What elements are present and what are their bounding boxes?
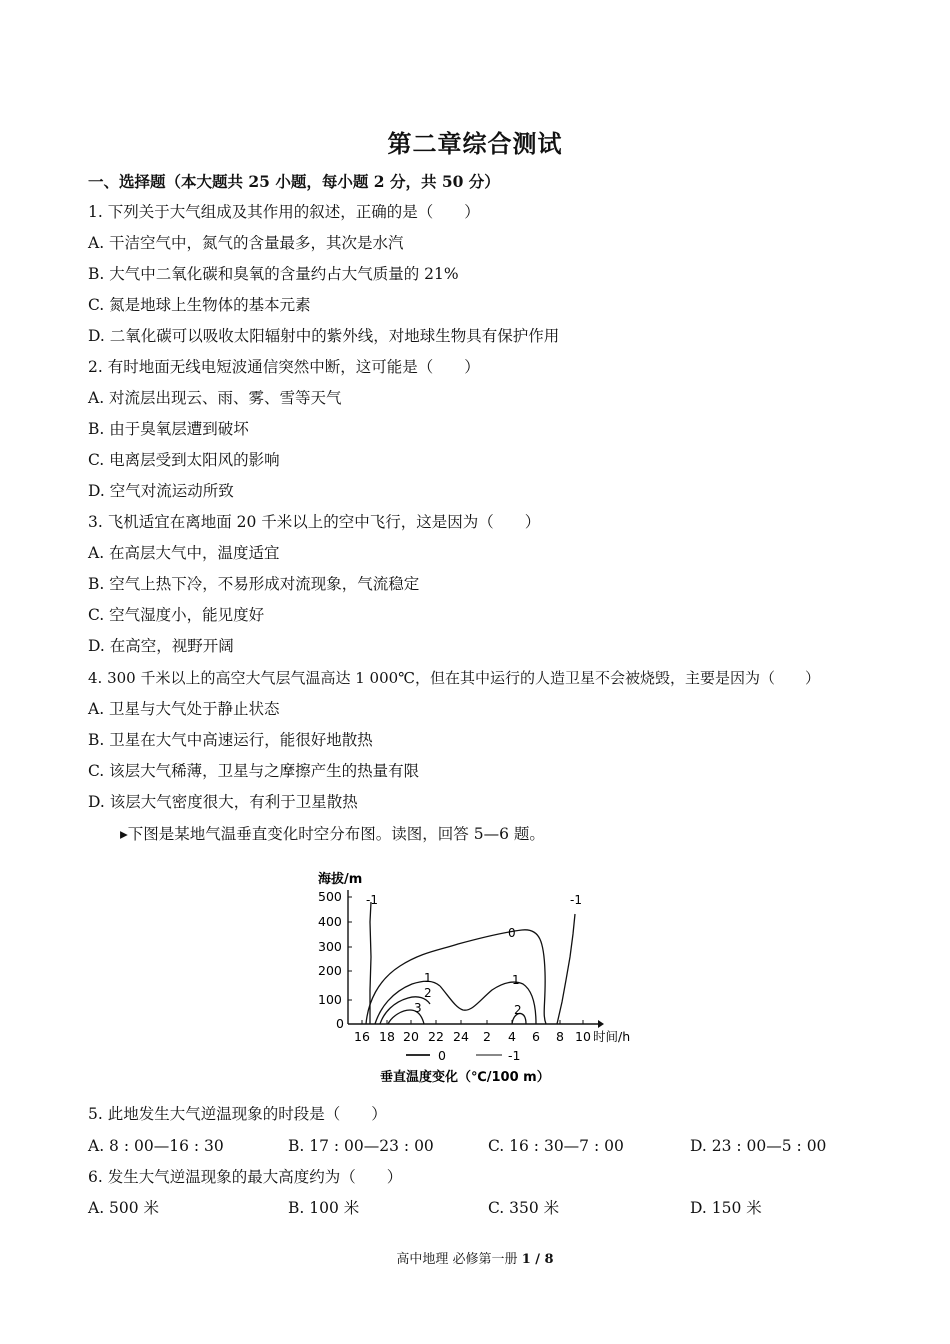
q6-option-c: C. 350 米: [488, 1199, 560, 1217]
x-tick-18: 18: [379, 1029, 395, 1044]
q1-option-d: D. 二氧化碳可以吸收太阳辐射中的紫外线，对地球生物具有保护作用: [88, 327, 560, 345]
contour-label-0: 0: [508, 926, 516, 940]
x-tick-16: 16: [354, 1029, 370, 1044]
x-tick-24: 24: [453, 1029, 469, 1044]
contour-label-minus1-left: -1: [366, 893, 378, 907]
footer-text: 高中地理 必修第一册: [396, 1252, 522, 1267]
q4-option-b: B. 卫星在大气中高速运行，能很好地散热: [88, 731, 373, 749]
q2-option-b: B. 由于臭氧层遭到破坏: [88, 420, 249, 438]
contour-label-minus1-right: -1: [570, 893, 582, 907]
y-tick-100: 100: [318, 992, 342, 1007]
temperature-inversion-figure: [300, 862, 650, 1092]
legend-label-minus1: -1: [508, 1048, 521, 1063]
q5-option-a: A. 8 : 00—16 : 30: [88, 1137, 224, 1155]
x-tick-2: 2: [483, 1029, 491, 1044]
y-tick-0: 0: [336, 1016, 344, 1031]
figure-intro: ▸下图是某地气温垂直变化时空分布图。读图，回答 5—6 题。: [120, 825, 545, 843]
page-title: 第二章综合测试: [387, 129, 563, 158]
q5-stem: 5. 此地发生大气逆温现象的时段是（ ）: [88, 1105, 387, 1123]
section-heading: 一、选择题（本大题共 25 小题，每小题 2 分，共 50 分）: [88, 172, 500, 191]
q1-option-a: A. 干洁空气中，氮气的含量最多，其次是水汽: [88, 234, 404, 252]
q6-option-b: B. 100 米: [288, 1199, 360, 1217]
q1-option-c: C. 氮是地球上生物体的基本元素: [88, 296, 311, 314]
q4-option-c: C. 该层大气稀薄，卫星与之摩擦产生的热量有限: [88, 762, 420, 780]
q4-option-d: D. 该层大气密度很大，有利于卫星散热: [88, 793, 358, 811]
contour-minus1-right: [557, 914, 575, 1024]
x-tick-20: 20: [403, 1029, 419, 1044]
q2-stem: 2. 有时地面无线电短波通信突然中断，这可能是（ ）: [88, 358, 480, 376]
contour-label-1-left: 1: [424, 971, 432, 985]
q1-stem: 1. 下列关于大气组成及其作用的叙述，正确的是（ ）: [88, 203, 480, 221]
q5-option-c: C. 16 : 30—7 : 00: [488, 1137, 624, 1155]
q3-option-b: B. 空气上热下冷，不易形成对流现象，气流稳定: [88, 575, 420, 593]
y-tick-300: 300: [318, 939, 342, 954]
x-tick-labels: [354, 1029, 591, 1044]
q3-stem: 3. 飞机适宜在离地面 20 千米以上的空中飞行，这是因为（ ）: [88, 513, 541, 531]
q6-stem: 6. 发生大气逆温现象的最大高度约为（ ）: [88, 1168, 403, 1186]
figure-ylabel: 海拔/m: [318, 872, 363, 887]
figure-xlabel: 时间/h: [593, 1029, 631, 1044]
x-axis-arrow: [598, 1020, 604, 1028]
q2-option-a: A. 对流层出现云、雨、雾、雪等天气: [88, 389, 342, 407]
x-tick-6: 6: [532, 1029, 540, 1044]
q4-option-a: A. 卫星与大气处于静止状态: [88, 700, 280, 718]
q1-option-b: B. 大气中二氧化碳和臭氧的含量约占大气质量的 21%: [88, 265, 459, 283]
q3-option-d: D. 在高空，视野开阔: [88, 637, 234, 655]
figure-caption: 垂直温度变化（℃/100 m）: [380, 1070, 550, 1085]
x-tick-10: 10: [575, 1029, 591, 1044]
y-tick-200: 200: [318, 963, 342, 978]
contour-label-2-left: 2: [424, 986, 432, 1000]
page-number: 1 / 8: [521, 1252, 554, 1267]
y-tick-500: 500: [318, 889, 342, 904]
q2-option-d: D. 空气对流运动所致: [88, 482, 234, 500]
x-tick-22: 22: [428, 1029, 444, 1044]
page-footer: [0, 1248, 950, 1267]
q4-stem: 4. 300 千米以上的高空大气层气温高达 1 000℃，但在其中运行的人造卫星不会被烧毁，主要是因为（ ）: [88, 669, 820, 687]
legend-label-0: 0: [438, 1048, 446, 1063]
contour-label-1-right: 1: [512, 973, 520, 987]
q6-option-d: D. 150 米: [690, 1199, 762, 1217]
q5-option-b: B. 17 : 00—23 : 00: [288, 1137, 434, 1155]
q6-option-a: A. 500 米: [88, 1199, 160, 1217]
contour-label-3: 3: [414, 1001, 422, 1015]
contour-label-2-right: 2: [514, 1003, 522, 1017]
q5-option-d: D. 23 : 00—5 : 00: [690, 1137, 827, 1155]
y-tick-labels: [318, 889, 344, 1031]
y-tick-400: 400: [318, 914, 342, 929]
x-tick-4: 4: [508, 1029, 516, 1044]
q3-option-a: A. 在高层大气中，温度适宜: [88, 544, 280, 562]
x-tick-8: 8: [556, 1029, 564, 1044]
q2-option-c: C. 电离层受到太阳风的影响: [88, 451, 280, 469]
q3-option-c: C. 空气湿度小，能见度好: [88, 606, 265, 624]
contour-labels: [366, 893, 582, 1017]
